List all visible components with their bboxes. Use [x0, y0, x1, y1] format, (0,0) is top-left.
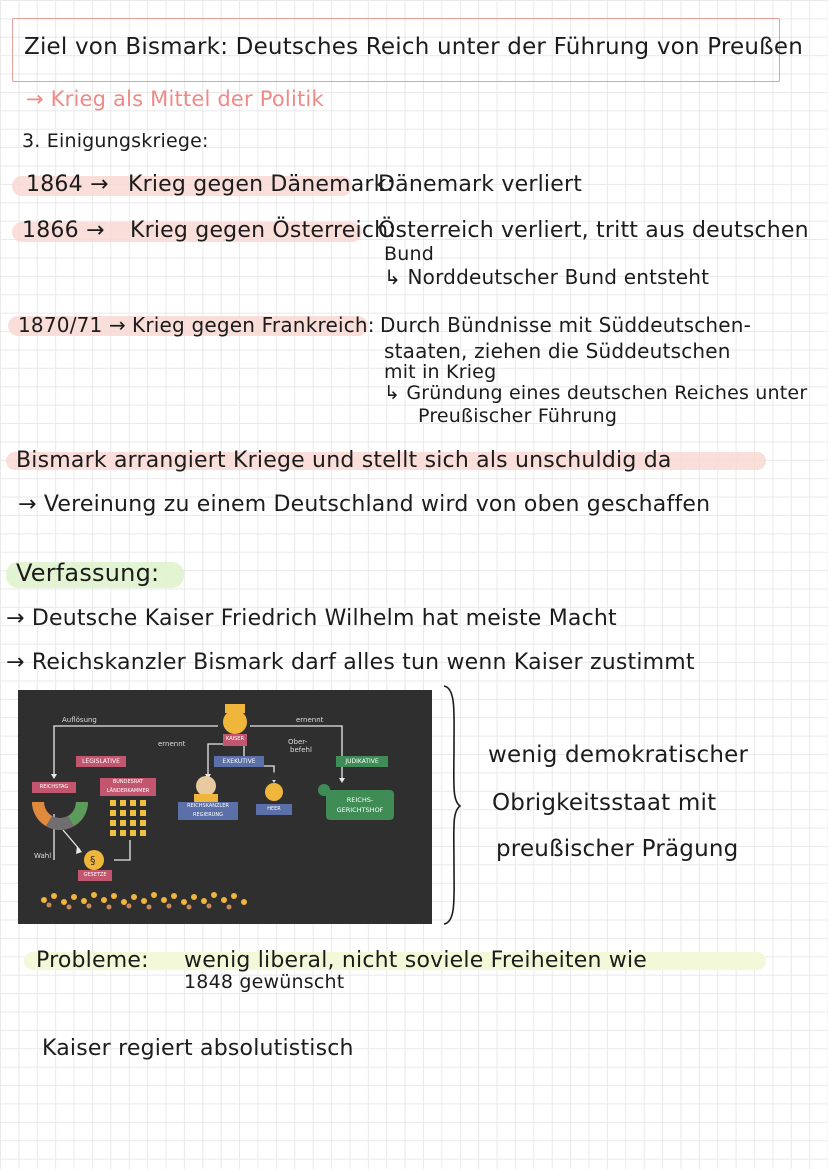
war-result-1866-line3: ↳ Norddeutscher Bund entsteht	[384, 265, 710, 289]
ribbon-heer: HEER	[256, 804, 292, 815]
svg-text:§: §	[90, 854, 96, 867]
page-subtitle: → Krieg als Mittel der Politik	[26, 87, 324, 111]
war-name-1870: Krieg gegen Frankreich:	[132, 313, 375, 337]
verfassung-heading: Verfassung:	[16, 559, 160, 587]
aside-line2: Obrigkeitsstaat mit	[492, 790, 717, 816]
ribbon-bundesrat: BUNDESRAT	[100, 778, 156, 787]
gerichtshof-line2: GERICHTSHOF	[336, 806, 384, 814]
ribbon-legislative: LEGISLATIVE	[76, 756, 126, 767]
reichsgerichtshof-box	[326, 790, 394, 820]
war-result-1870-line3: mit in Krieg	[384, 361, 497, 383]
aside-line3: preußischer Prägung	[496, 836, 739, 862]
label-wahl: Wahl	[34, 852, 52, 860]
label-oberbefehl-2: befehl	[290, 746, 312, 754]
label-oberbefehl: Ober-	[288, 738, 308, 746]
ribbon-laenderkammer: LÄNDERKAMMER	[100, 787, 156, 796]
label-ernennt-left: ernennt	[158, 740, 186, 748]
curly-brace	[440, 684, 464, 928]
war-result-1870-line4: ↳ Gründung eines deutschen Reiches unter	[384, 382, 808, 404]
war-result-1870-line1: Durch Bündnisse mit Süddeutschen-	[380, 313, 752, 337]
war-year-1866: 1866 →	[22, 218, 105, 243]
probleme-line2: 1848 gewünscht	[184, 971, 345, 993]
aside-line1: wenig demokratischer	[488, 742, 749, 768]
probleme-label: Probleme:	[36, 948, 149, 973]
war-result-1870-line5: Preußischer Führung	[418, 405, 618, 427]
constitution-diagram	[18, 690, 432, 924]
label-aufloesung: Auflösung	[62, 716, 97, 724]
closing-line: Kaiser regiert absolutistisch	[42, 1036, 354, 1061]
wars-heading: 3. Einigungskriege:	[22, 130, 209, 152]
summary-line1: Bismark arrangiert Kriege und stellt sich als unschuldig da	[16, 448, 672, 473]
war-result-1870-line2: staaten, ziehen die Süddeutschen	[384, 339, 731, 363]
ribbon-judikative: JUDIKATIVE	[336, 756, 388, 767]
ribbon-exekutive: EXEKUTIVE	[214, 756, 264, 767]
probleme-line1: wenig liberal, nicht soviele Freiheiten wie	[184, 948, 648, 973]
summary-line2: → Vereinung zu einem Deutschland wird von oben geschaffen	[18, 492, 711, 517]
ribbon-regierung: REGIERUNG	[178, 811, 238, 820]
ribbon-gesetze: GESETZE	[78, 870, 112, 881]
war-result-1866-line1: Österreich verliert, tritt aus deutschen	[378, 218, 809, 243]
war-name-1864: Krieg gegen Dänemark:	[128, 172, 395, 197]
ribbon-reichstag: REICHSTAG	[32, 782, 76, 793]
verfassung-line2: → Reichskanzler Bismark darf alles tun wenn Kaiser zustimmt	[6, 650, 695, 675]
verfassung-line1: → Deutsche Kaiser Friedrich Wilhelm hat meiste Macht	[6, 606, 617, 631]
ribbon-reichskanzler: REICHSKANZLER	[178, 802, 238, 811]
war-result-1864: Dänemark verliert	[378, 172, 583, 197]
page-title: Ziel von Bismark: Deutsches Reich unter der Führung von Preußen	[24, 34, 803, 60]
ribbon-kaiser: KAISER	[226, 736, 244, 742]
label-ernennt-right: ernennt	[296, 716, 324, 724]
war-name-1866: Krieg gegen Österreich:	[130, 218, 396, 243]
war-year-1864: 1864 →	[26, 172, 109, 197]
war-result-1866-line2: Bund	[384, 243, 434, 265]
gerichtshof-line1: REICHS-	[346, 796, 374, 804]
war-year-1870: 1870/71 →	[18, 313, 127, 337]
